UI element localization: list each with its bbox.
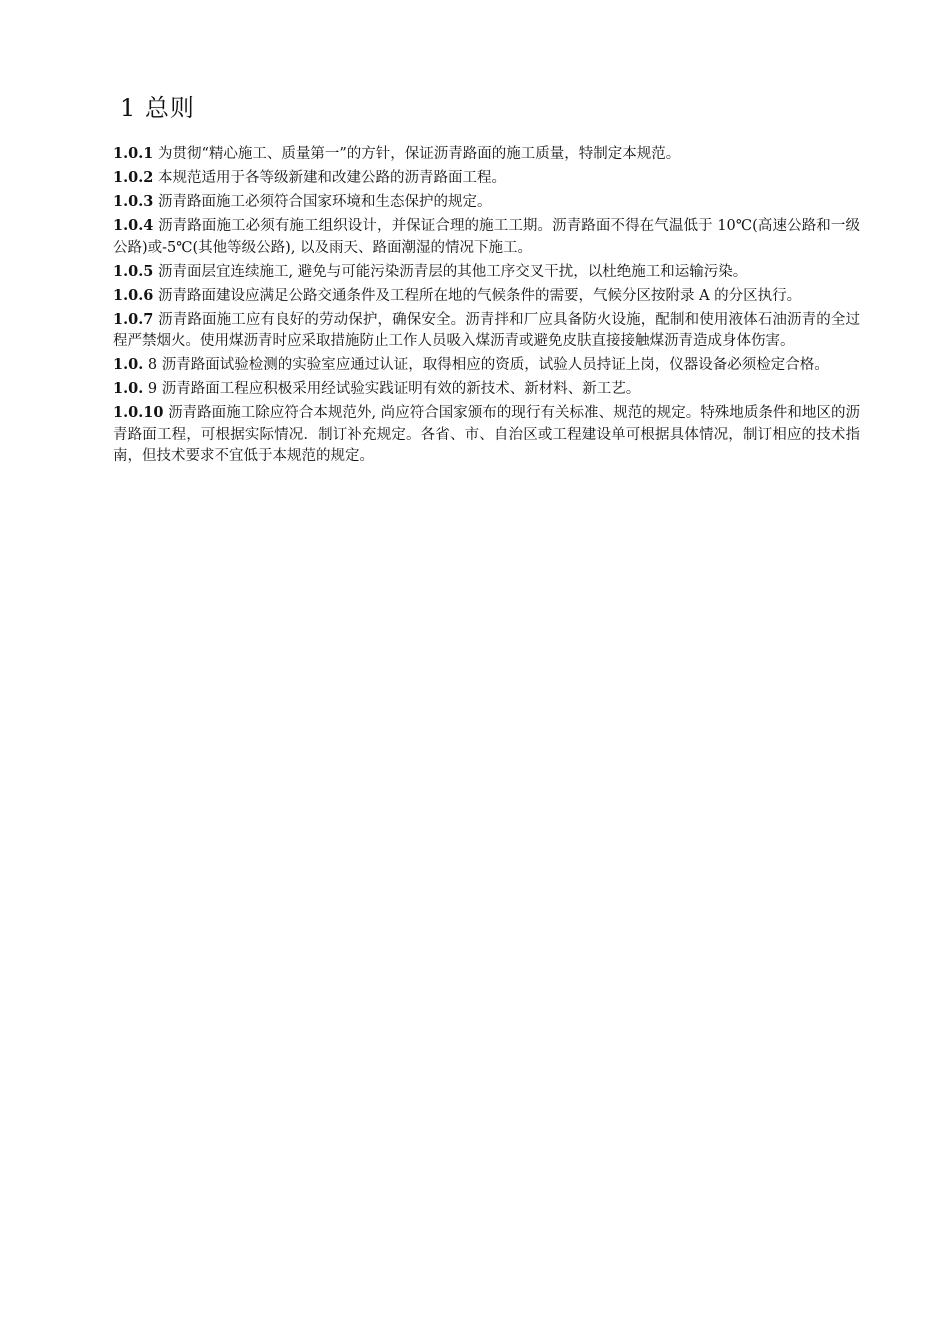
chapter-heading: 1 总则 xyxy=(120,94,195,122)
clause-number: 1.0.3 xyxy=(113,193,154,210)
clause-1-0-5 xyxy=(113,261,860,284)
clause-text: 沥青路面施工除应符合本规范外, 尚应符合国家颁布的现行有关标准、规范的规定。特殊地质条件和地区的沥青路面工程，可根据实际情况．制订补充规定。各省、市、自治区或工程建设单可根据具体情况，制订相应的技术指南，但技术要求不宜低于本规范的规定。 xyxy=(113,405,860,464)
clause-number-suffix: 8 xyxy=(143,357,158,373)
clause-text: 沥青路面建设应满足公路交通条件及工程所在地的气候条件的需要，气候分区按附录 A 的分区执行。 xyxy=(153,287,802,304)
clause-number: 1.0. xyxy=(113,380,144,397)
clause-list xyxy=(113,143,860,469)
clause-1-0-4 xyxy=(113,215,860,259)
clause-text: 为贯彻“精心施工、质量第一”的方针，保证沥青路面的施工质量，特制定本规范。 xyxy=(153,146,681,162)
clause-1-0-2 xyxy=(113,167,860,190)
clause-1-0-1 xyxy=(113,143,860,166)
clause-number: 1.0.7 xyxy=(113,310,154,328)
clause-number: 1.0. xyxy=(113,356,144,373)
clause-text: 沥青路面施工应有良好的劳动保护，确保安全。沥青拌和厂应具备防火设施，配制和使用液体石油沥青的全过程严禁烟火。使用煤沥青时应采取措施防止工作人员吸入煤沥青或避免皮肤直接接触煤沥青造成身体伤害。 xyxy=(113,311,860,349)
clause-number: 1.0.6 xyxy=(113,286,154,304)
clause-number: 1.0.1 xyxy=(113,145,154,162)
clause-text: 沥青路面施工必须符合国家环境和生态保护的规定。 xyxy=(153,194,492,210)
clause-number-suffix: 9 xyxy=(143,381,158,397)
clause-1-0-6 xyxy=(113,285,860,308)
clause-1-0-8 xyxy=(113,354,860,377)
clause-1-0-7 xyxy=(113,309,860,353)
clause-text: 沥青路面试验检测的实验室应通过认证，取得相应的资质，试验人员持证上岗，仪器设备必须检定合格。 xyxy=(157,357,829,373)
clause-text: 沥青路面施工必须有施工组织设计，并保证合理的施工工期。沥青路面不得在气温低于 10℃(高速公路和一级公路)或-5℃(其他等级公路), 以及雨天、路面潮湿的情况下施工。 xyxy=(113,218,860,256)
clause-1-0-3 xyxy=(113,191,860,214)
clause-text: 沥青面层宜连续施工, 避免与可能污染沥青层的其他工序交叉干扰，以杜绝施工和运输污染。 xyxy=(153,263,748,280)
clause-number: 1.0.2 xyxy=(113,169,154,186)
clause-number: 1.0.5 xyxy=(113,262,154,280)
clause-1-0-9 xyxy=(113,378,860,401)
clause-number: 1.0.10 xyxy=(113,404,164,421)
clause-text: 沥青路面工程应积极采用经试验实践证明有效的新技术、新材料、新工艺。 xyxy=(157,381,641,397)
clause-text: 本规范适用于各等级新建和改建公路的沥青路面工程。 xyxy=(153,170,506,186)
clause-number: 1.0.4 xyxy=(113,217,154,234)
clause-1-0-10 xyxy=(113,402,860,468)
